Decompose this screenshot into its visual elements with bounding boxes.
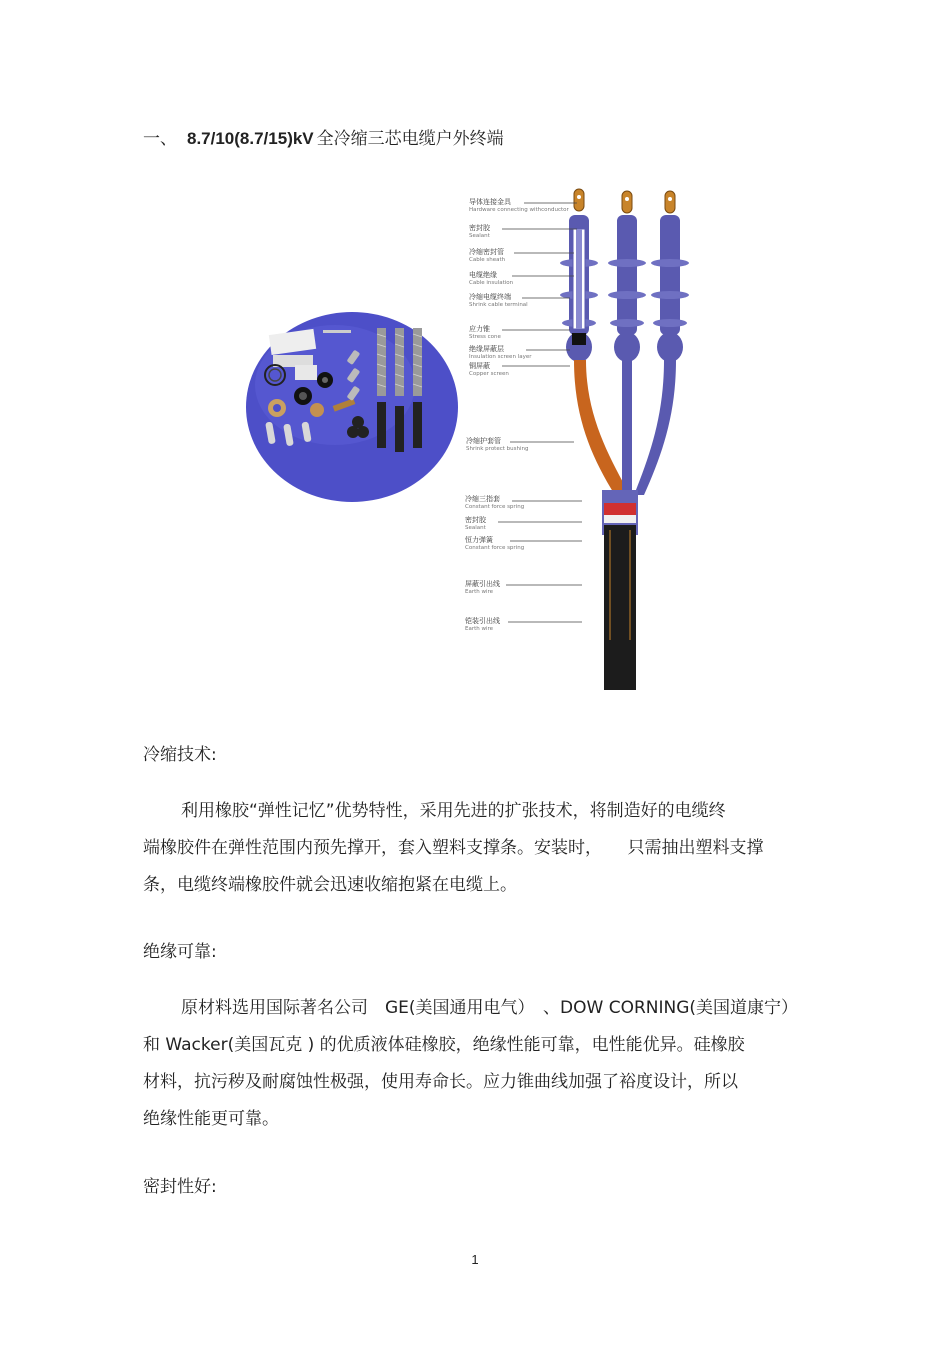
callout-insulation-screen: 绝缘屏蔽层 Insulation screen layer <box>469 345 532 360</box>
callout-copper-screen: 铜屏蔽 Copper screen <box>469 362 509 377</box>
section-title-sealing: 密封性好: <box>143 1177 217 1197</box>
callout-cable-insulation: 电缆绝缘 Cable insulation <box>469 271 514 286</box>
callout-screen-earth-wire: 屏蔽引出线 Earth wire <box>465 580 500 595</box>
heading-voltage: 8.7/10(8.7/15)kV <box>187 129 314 148</box>
callout-protect-bushing: 冷缩护套管 Shrink protect bushing <box>466 437 529 452</box>
paragraph-line: 和 Wacker(美国瓦克 ) 的优质液体硅橡胶，绝缘性能可靠，电性能优异。硅橡胶 <box>143 1035 745 1055</box>
page-heading <box>143 124 504 149</box>
callout-sealant-top: 密封胶 Sealant <box>469 224 490 239</box>
paragraph-insulation <box>143 990 813 1138</box>
paragraph-line: 端橡胶件在弹性范围内预先撑开，套入塑料支撑条。安装时， 只需抽出塑料支撑 <box>143 838 764 858</box>
callout-hardware-connector: 导体连接金具 Hardware connecting withconductor <box>469 198 569 213</box>
callout-shrink-terminal: 冷缩电缆终端 Shrink cable terminal <box>469 293 528 308</box>
heading-title: 全冷缩三芯电缆户外终端 <box>316 129 504 149</box>
callout-sealant-bottom: 密封胶 Sealant <box>465 516 486 531</box>
callout-constant-force-spring: 恒力弹簧 Constant force spring <box>465 536 525 551</box>
heading-prefix: 一、 <box>143 129 177 149</box>
paragraph-line: 材料，抗污秽及耐腐蚀性极强，使用寿命长。应力锥曲线加强了裕度设计，所以 <box>143 1072 738 1092</box>
section-title-insulation: 绝缘可靠: <box>143 942 217 962</box>
section-title-cold-shrink: 冷缩技术: <box>143 745 217 765</box>
paragraph-line: 原材料选用国际著名公司 GE(美国通用电气） 、DOW CORNING(美国道康宁） <box>181 998 799 1018</box>
page-number: 1 <box>471 1252 479 1267</box>
callout-sealing-tube: 冷缩密封管 Cable sheath <box>469 248 506 263</box>
callout-breakout: 冷缩三指套 Constant force spring <box>465 495 525 510</box>
paragraph-line: 条，电缆终端橡胶件就会迅速收缩抱紧在电缆上。 <box>143 875 517 895</box>
paragraph-line: 利用橡胶“弹性记忆”优势特性，采用先进的扩张技术，将制造好的电缆终 <box>181 801 726 821</box>
product-kit-photo <box>245 310 460 505</box>
paragraph-cold-shrink <box>143 793 813 904</box>
paragraph-line: 绝缘性能更可靠。 <box>143 1109 279 1129</box>
callout-stress-cone: 应力锥 Stress cone <box>469 325 501 340</box>
callout-armour-earth-wire: 铠装引出线 Earth wire <box>465 617 500 632</box>
